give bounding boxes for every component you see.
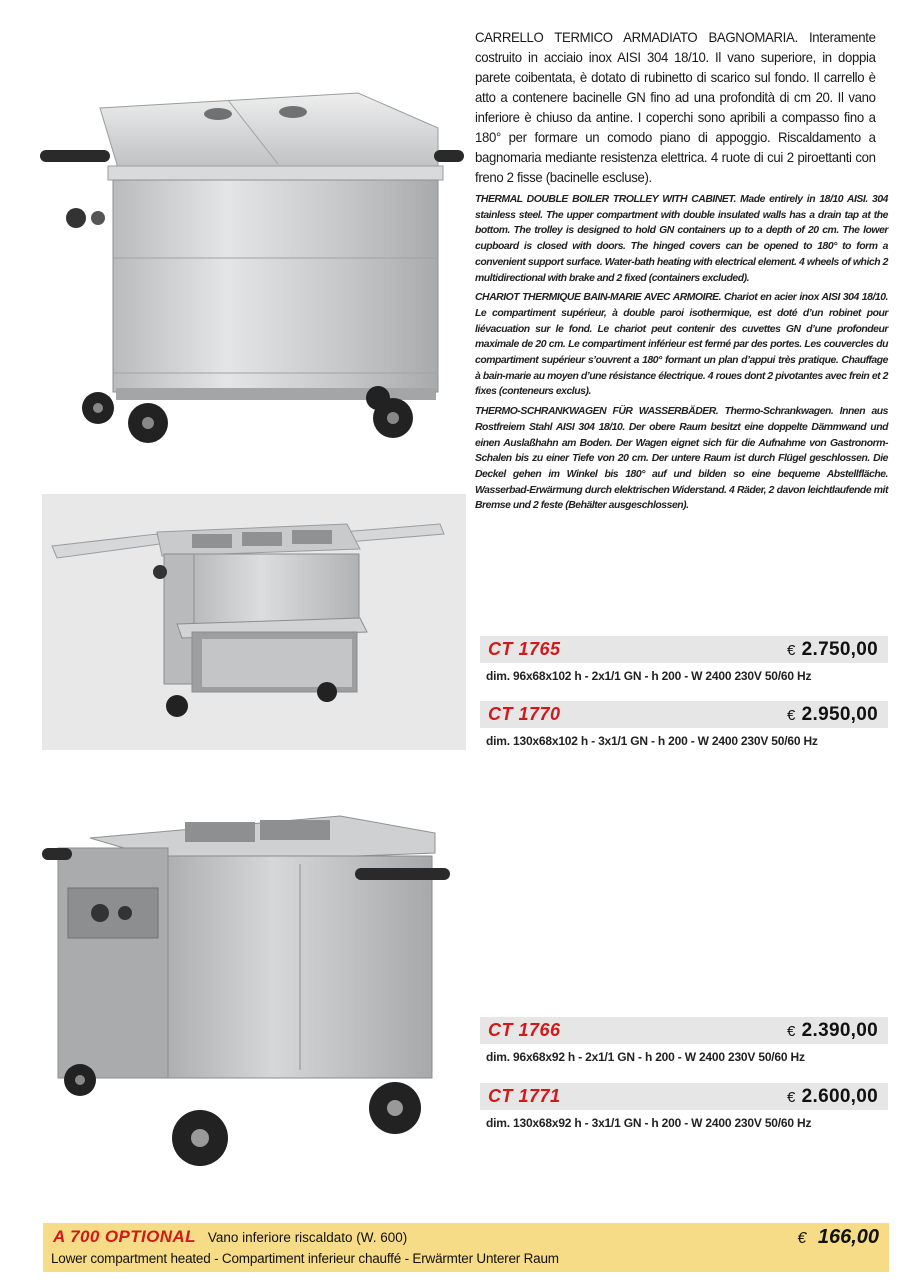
currency-symbol: € [786,641,796,659]
product-code: CT 1765 [488,639,561,659]
currency-symbol: € [786,706,796,724]
product-dimensions: dim. 130x68x92 h - 3x1/1 GN - h 200 - W 2400 230V 50/60 Hz [486,1115,812,1130]
optional-header [53,1227,407,1247]
product-price [787,639,878,661]
product-price [787,1086,878,1108]
price-bar [480,1083,888,1110]
description-german: THERMO-SCHRANKWAGEN FÜR WASSERBÄDER. Thermo-Schrankwagen. Innen aus Rostfreiem Stahl AISI 304 18/10. Der obere Raum besitzt eine doppelte Dämmwand und einen Auslaßhahn am Boden. Der Wagen eignet sich für die Aufnahme von Gastronorm-Schalen bis zu einer Tiefe von 20 cm. Der untere Raum ist durch Flügel geschlossen. Die Deckel gehen im Winkel bis 180° auf und bilden so eine bequeme Abstellfläche. Wasserbad-Erwärmung durch elektrischen Widerstand. 4 Räder, 2 davon leichtlaufende mit Bremse und 2 feste (Behälter ausgeschlossen). [475,406,888,512]
description-english: THERMAL DOUBLE BOILER TROLLEY WITH CABINET. Made entirely in 18/10 AISI. 304 stainless steel. The upper compartment with double insulated walls has a drain tap at the bottom. The trolley is designed to hold GN containers up to a depth of 20 cm. The lower cupboard is closed with doors. The hinged covers can be opened to 180° to form a convenient support surface. Water-bath heating with electrical element. 4 wheels of which 2 multidirectional with brake and 2 fixed (containers excluded). [475,194,888,284]
currency-symbol: € [797,1230,807,1247]
optional-translations: Lower compartment heated - Compartiment inferieur chauffé - Erwärmter Unterer Raum [51,1251,559,1266]
description-french: CHARIOT THERMIQUE BAIN-MARIE AVEC ARMOIRE. Chariot en acier inox AISI 304 18/10. Le compartiment supérieur, à double paroi isothermique, est doté d’un robinet pour liévacuation sur le fond. Le chariot peut contenir des cuvettes GN d’une profondeur maximale de 20 cm. Le compartiment inférieur est fermé par des portes. Les couvercles du compartiment supérieur s’ouvrent a 180° formant un plan d’appui très pratique. Chauffage à bain-marie au moyen d’une résistance électrique. 4 roues dont 2 pivotantes avec frein et 2 fixes (conteneurs exclus). [475,292,888,398]
price-bar [480,636,888,663]
product-photo-open-trolley [42,494,466,750]
optional-price [797,1226,879,1249]
price-block-ct1771 [480,1083,888,1135]
price-value: 2.950,00 [801,703,878,725]
product-price [787,1020,878,1042]
price-bar [480,1017,888,1044]
price-bar [480,701,888,728]
price-value: 2.600,00 [801,1085,878,1107]
product-code: CT 1771 [488,1086,561,1106]
price-block-ct1770 [480,701,888,753]
optional-note: Vano inferiore riscaldato (W. 600) [207,1230,408,1245]
product-photo-cabinet-trolley [40,808,465,1175]
product-description [475,28,888,518]
price-value: 2.390,00 [801,1019,878,1041]
product-dimensions: dim. 130x68x102 h - 3x1/1 GN - h 200 - W 2400 230V 50/60 Hz [486,733,818,748]
optional-code: A 700 OPTIONAL [53,1227,196,1246]
currency-symbol: € [786,1022,796,1040]
product-code: CT 1766 [488,1020,561,1040]
optional-accessory-bar [43,1223,889,1272]
price-block-ct1765 [480,636,888,688]
product-dimensions: dim. 96x68x92 h - 2x1/1 GN - h 200 - W 2400 230V 50/60 Hz [486,1049,805,1064]
price-block-ct1766 [480,1017,888,1069]
product-dimensions: dim. 96x68x102 h - 2x1/1 GN - h 200 - W 2400 230V 50/60 Hz [486,668,812,683]
product-price [787,704,878,726]
description-italian: CARRELLO TERMICO ARMADIATO BAGNOMARIA. Interamente costruito in acciaio inox AISI 304 18/10. Il vano superiore, in doppia parete coibentata, è dotato di rubinetto di scarico sul fondo. Il carrello è atto a contenere bacinelle GN fino ad una profondità di cm 20. Il vano inferiore è chiuso da antine. I coperchi sono apribili a compasso fino a 180° per formare un comodo piano di appoggio. Riscaldamento a bagnomaria mediante resistenza elettrica. 4 ruote di cui 2 piroettanti con freno 2 fisse (bacinelle escluse). [475,30,876,185]
price-value: 2.750,00 [801,638,878,660]
currency-symbol: € [786,1088,796,1106]
price-value: 166,00 [817,1226,879,1248]
product-code: CT 1770 [488,704,561,724]
product-photo-closed-trolley [38,88,468,448]
